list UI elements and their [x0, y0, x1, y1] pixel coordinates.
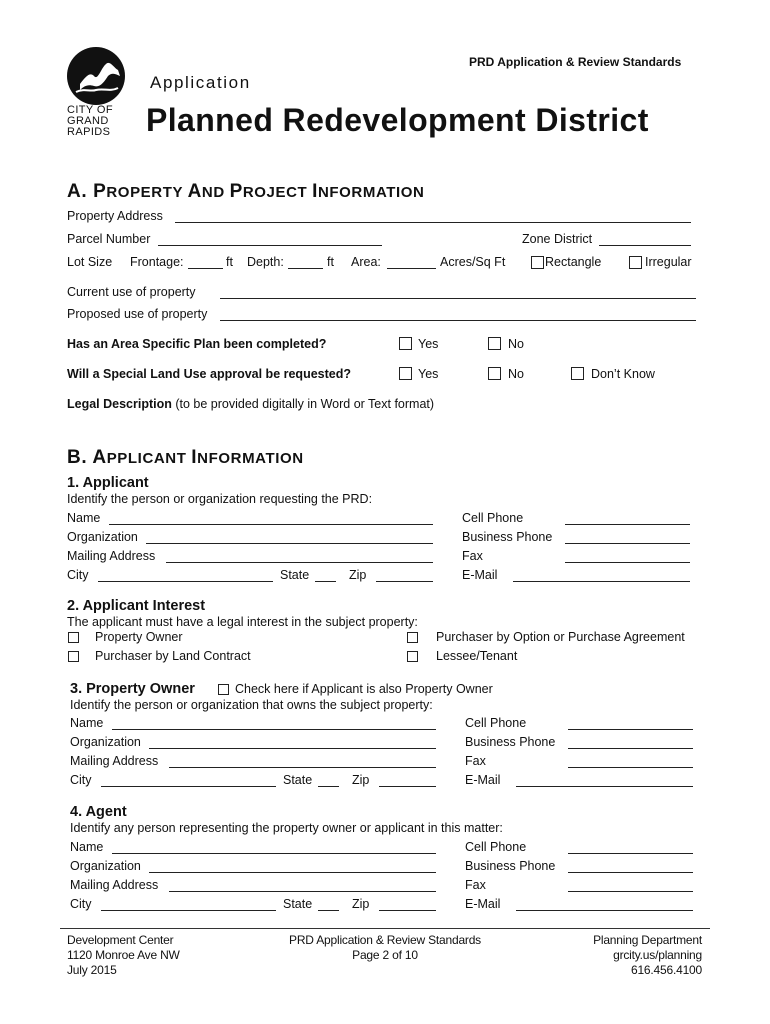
section-b-w2b: NFORMATION: [197, 450, 304, 467]
section-b-heading: [67, 447, 304, 469]
agent-fax-label: Fax: [465, 878, 486, 892]
lessee-label: Lessee/Tenant: [436, 649, 518, 663]
special-use-yes-checkbox[interactable]: [399, 367, 412, 380]
applicant-org-field[interactable]: [146, 543, 433, 544]
agent-email-label: E-Mail: [465, 897, 501, 911]
applicant-mailing-label: Mailing Address: [67, 549, 156, 563]
applicant-contact-block: [67, 511, 697, 591]
section-b-letter: B.: [67, 447, 93, 468]
agent-city-field[interactable]: [101, 910, 276, 911]
frontage-label: Frontage:: [130, 255, 184, 269]
zone-district-field[interactable]: [599, 245, 691, 246]
footer-page-number: Page 2 of 10: [352, 948, 418, 962]
current-use-label: Current use of property: [67, 285, 196, 299]
irregular-checkbox[interactable]: [629, 256, 642, 269]
section-a-w2a: A: [187, 181, 202, 202]
owner-business-label: Business Phone: [465, 735, 556, 749]
agent-cell-field[interactable]: [568, 853, 693, 854]
applicant-desc: Identify the person or organization requesting the PRD:: [67, 492, 373, 506]
agent-cell-label: Cell Phone: [465, 840, 527, 854]
section-a-w1b: ROPERTY: [106, 184, 188, 201]
zone-district-label: Zone District: [522, 232, 593, 246]
applicant-business-label: Business Phone: [462, 530, 553, 544]
special-use-question: Will a Special Land Use approval be requested?: [67, 367, 351, 381]
owner-business-field[interactable]: [568, 748, 693, 749]
current-use-field[interactable]: [220, 298, 696, 299]
agent-business-label: Business Phone: [465, 859, 556, 873]
applicant-fax-field[interactable]: [565, 562, 690, 563]
property-address-label: Property Address: [67, 209, 163, 223]
section-a-w1a: P: [93, 181, 107, 202]
page-subtitle: Application: [150, 73, 251, 92]
agent-email-field[interactable]: [516, 910, 693, 911]
owner-fax-label: Fax: [465, 754, 486, 768]
property-owner-label: Property Owner: [95, 630, 183, 644]
footer-doc-name: PRD Application & Review Standards: [289, 933, 481, 947]
owner-same-checkbox[interactable]: [218, 684, 229, 695]
agent-mailing-field[interactable]: [169, 891, 436, 892]
interest-desc: The applicant must have a legal interest in the subject property:: [67, 615, 418, 629]
lot-size-label: Lot Size: [67, 255, 113, 269]
agent-name-label: Name: [70, 840, 104, 854]
applicant-title: 1. Applicant: [67, 475, 149, 491]
property-address-field[interactable]: [175, 222, 691, 223]
section-a-w3b: ROJECT: [242, 184, 313, 201]
footer-right: [555, 933, 702, 978]
section-a-w3a: P: [229, 181, 243, 202]
area-field[interactable]: [387, 268, 436, 269]
area-plan-yes-checkbox[interactable]: [399, 337, 412, 350]
agent-fax-field[interactable]: [568, 891, 693, 892]
owner-same-label: Check here if Applicant is also Property Owner: [235, 682, 493, 696]
frontage-ft-label: ft: [226, 255, 233, 269]
owner-state-field[interactable]: [318, 786, 339, 787]
property-owner-checkbox[interactable]: [68, 632, 79, 643]
proposed-use-label: Proposed use of property: [67, 307, 208, 321]
logo-line-2: GRAND: [67, 115, 109, 127]
depth-label: Depth:: [247, 255, 284, 269]
acres-label: Acres/Sq Ft: [440, 255, 506, 269]
owner-mailing-label: Mailing Address: [70, 754, 159, 768]
special-use-dontknow-checkbox[interactable]: [571, 367, 584, 380]
doc-reference: PRD Application & Review Standards: [469, 55, 682, 69]
applicant-zip-label: Zip: [349, 568, 367, 582]
agent-title: 4. Agent: [70, 804, 127, 820]
applicant-state-field[interactable]: [315, 581, 336, 582]
applicant-name-field[interactable]: [109, 524, 433, 525]
section-a-heading: [67, 181, 425, 203]
applicant-state-label: State: [280, 568, 310, 582]
agent-city-label: City: [70, 897, 92, 911]
legal-description-note: (to be provided digitally in Word or Text format): [171, 397, 435, 411]
area-label: Area:: [351, 255, 381, 269]
legal-description: [67, 397, 434, 411]
agent-org-label: Organization: [70, 859, 141, 873]
purchase-option-label: Purchaser by Option or Purchase Agreement: [436, 630, 685, 644]
legal-description-label: Legal Description: [67, 397, 172, 411]
area-plan-no-label: No: [508, 337, 524, 351]
agent-state-field[interactable]: [318, 910, 339, 911]
logo-line-1: CITY OF: [67, 104, 113, 116]
agent-mailing-label: Mailing Address: [70, 878, 159, 892]
lessee-checkbox[interactable]: [407, 651, 418, 662]
footer-website: grcity.us/planning: [613, 948, 702, 962]
applicant-email-field[interactable]: [513, 581, 690, 582]
area-plan-yes-label: Yes: [418, 337, 439, 351]
section-a-letter: A.: [67, 181, 94, 202]
agent-state-label: State: [283, 897, 313, 911]
rectangle-label: Rectangle: [545, 255, 602, 269]
footer-divider: [60, 928, 710, 929]
irregular-label: Irregular: [645, 255, 692, 269]
land-contract-checkbox[interactable]: [68, 651, 79, 662]
owner-title: 3. Property Owner: [70, 681, 195, 697]
logo-line-3: RAPIDS: [67, 126, 111, 138]
interest-title: 2. Applicant Interest: [67, 598, 206, 614]
applicant-org-label: Organization: [67, 530, 138, 544]
land-contract-label: Purchaser by Land Contract: [95, 649, 251, 663]
footer-dept-center: Development Center: [67, 933, 174, 947]
section-a-w2b: ND: [201, 184, 230, 201]
section-b-w1b: PPLICANT: [106, 450, 192, 467]
owner-city-label: City: [70, 773, 92, 787]
special-use-dontknow-label: Don’t Know: [591, 367, 655, 381]
depth-ft-label: ft: [327, 255, 334, 269]
agent-org-field[interactable]: [149, 872, 436, 873]
parcel-number-field[interactable]: [158, 245, 382, 246]
area-plan-no-checkbox[interactable]: [488, 337, 501, 350]
parcel-number-label: Parcel Number: [67, 232, 151, 246]
agent-business-field[interactable]: [568, 872, 693, 873]
owner-desc: Identify the person or organization that owns the subject property:: [70, 698, 433, 712]
owner-email-field[interactable]: [516, 786, 693, 787]
agent-zip-label: Zip: [352, 897, 370, 911]
rectangle-checkbox[interactable]: [531, 256, 544, 269]
agent-contact-block: [70, 840, 700, 920]
applicant-city-field[interactable]: [98, 581, 273, 582]
agent-name-field[interactable]: [112, 853, 436, 854]
applicant-city-label: City: [67, 568, 89, 582]
section-b-w1a: A: [92, 447, 107, 468]
footer-date: July 2015: [67, 963, 117, 977]
footer-center: [285, 933, 485, 963]
owner-city-field[interactable]: [101, 786, 276, 787]
footer-planning-dept: Planning Department: [593, 933, 702, 947]
proposed-use-field[interactable]: [220, 320, 696, 321]
purchase-option-checkbox[interactable]: [407, 632, 418, 643]
applicant-cell-field[interactable]: [565, 524, 690, 525]
owner-cell-field[interactable]: [568, 729, 693, 730]
owner-zip-label: Zip: [352, 773, 370, 787]
section-a-w4b: NFORMATION: [317, 184, 425, 201]
applicant-mailing-field[interactable]: [166, 562, 433, 563]
owner-mailing-field[interactable]: [169, 767, 436, 768]
applicant-fax-label: Fax: [462, 549, 483, 563]
city-logo: [66, 46, 128, 142]
special-use-no-checkbox[interactable]: [488, 367, 501, 380]
section-b-w2a: I: [191, 447, 198, 468]
applicant-email-label: E-Mail: [462, 568, 498, 582]
owner-name-label: Name: [70, 716, 104, 730]
owner-name-field[interactable]: [112, 729, 436, 730]
page-title: Planned Redevelopment District: [146, 102, 649, 138]
applicant-zip-field[interactable]: [376, 581, 433, 582]
applicant-business-field[interactable]: [565, 543, 690, 544]
agent-zip-field[interactable]: [379, 910, 436, 911]
special-use-yes-label: Yes: [418, 367, 439, 381]
owner-email-label: E-Mail: [465, 773, 501, 787]
city-logo-icon: [66, 46, 128, 106]
footer-left: [67, 933, 180, 978]
agent-desc: Identify any person representing the property owner or applicant in this matter:: [70, 821, 503, 835]
special-use-no-label: No: [508, 367, 524, 381]
owner-org-label: Organization: [70, 735, 141, 749]
footer-address: 1120 Monroe Ave NW: [67, 948, 180, 962]
footer-phone: 616.456.4100: [630, 963, 702, 977]
owner-cell-label: Cell Phone: [465, 716, 527, 730]
applicant-cell-label: Cell Phone: [462, 511, 524, 525]
owner-org-field[interactable]: [149, 748, 436, 749]
owner-state-label: State: [283, 773, 313, 787]
depth-field[interactable]: [288, 268, 323, 269]
frontage-field[interactable]: [188, 268, 223, 269]
section-a-w4a: I: [312, 181, 318, 202]
area-plan-question: Has an Area Specific Plan been completed?: [67, 337, 327, 351]
owner-contact-block: [70, 716, 700, 796]
owner-fax-field[interactable]: [568, 767, 693, 768]
applicant-name-label: Name: [67, 511, 101, 525]
owner-zip-field[interactable]: [379, 786, 436, 787]
